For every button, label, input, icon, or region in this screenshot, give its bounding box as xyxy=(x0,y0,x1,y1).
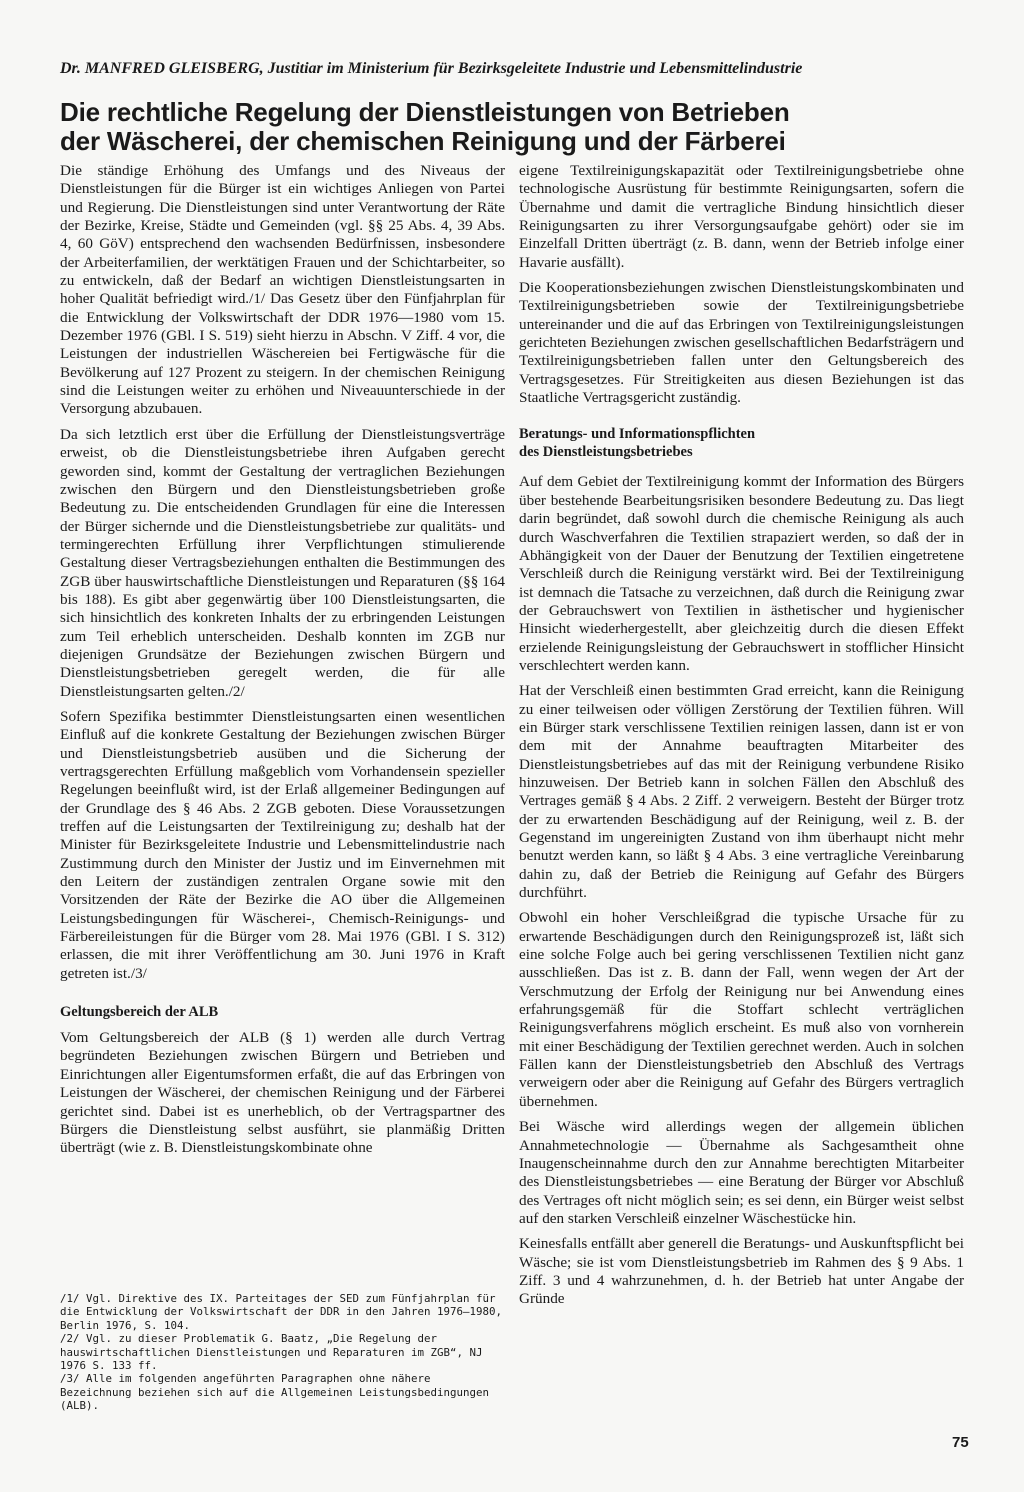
section-heading-line-1: Beratungs- und Informationspflichten xyxy=(519,426,756,443)
paragraph: Vom Geltungsbereich der ALB (§ 1) werden alle durch Vertrag begründeten Beziehungen zwischen Bürgern und Betrieben und Einrichtungen aller Eigentumsformen erfaßt, die auf das Erbringen von Leistungen der Wäscherei, der chemischen Reinigung und der Färberei gerichtet sind. Dabei ist es unerheblich, ob der Vertragspartner des Bürgers die Dienstleistung selbst ausführt, sie planmäßig Dritten überträgt (wie z. B. Dienstleistungskombinate ohne xyxy=(60,1029,505,1157)
author-line: Dr. MANFRED GLEISBERG, Justitiar im Ministerium für Bezirksgeleitete Industrie und Lebensmittelindustrie xyxy=(60,60,803,77)
paragraph: Auf dem Gebiet der Textilreinigung kommt der Information des Bürgers über bestehende Bearbeitungsrisiken besondere Bedeutung zu. Das liegt darin begründet, daß sowohl durch die chemische Reinigung als auch durch Waschverfahren die Textilien strapaziert werden, so daß der in Abhängigkeit von der Dauer der Benutzung der Textilien eingetretene Verschleiß durch die Reinigung verstärkt wird. Bei der Textilreinigung ist demnach die Tatsache zu verzeichnen, daß durch die Reinigung zwar der Gebrauchswert von Textilien in ästhetischer und hygienischer Hinsicht wiederhergestellt, aber gleichzeitig durch die diesen Effekt erzielende Reinigungsleistung der Gebrauchswert in stofflicher Hinsicht verschlechtert werden kann. xyxy=(519,473,964,674)
section-heading: Geltungsbereich der ALB xyxy=(60,1004,219,1021)
section-heading-line-2: des Dienstleistungsbetriebes xyxy=(519,444,693,461)
footnotes xyxy=(60,1292,505,1413)
footnote-2: /2/ Vgl. zu dieser Problematik G. Baatz, „Die Regelung der hauswirtschaftlichen Dienstleistungen und Reparaturen im ZGB“, NJ 1976 S. 133 ff. xyxy=(60,1332,483,1373)
article-title xyxy=(60,98,960,156)
left-column xyxy=(60,162,505,1165)
paragraph: eigene Textilreinigungskapazität oder Textilreinigungsbetriebe ohne technologische Ausrüstung für bestimmte Reinigungsarten, sofern die Übernahme und damit die vertragliche Bindung hinsichtlich dieser Reinigungsarten zu ihrer Versorgungsaufgabe gehört) oder sie im Einzelfall Dritten überträgt (z. B. dann, wenn der Betrieb infolge einer Havarie ausfällt). xyxy=(519,162,964,271)
footnote-1: /1/ Vgl. Direktive des IX. Parteitages der SED zum Fünfjahrplan für die Entwicklung der Volkswirtschaft der DDR in den Jahren 1976—1980, Berlin 1976, S. 104. xyxy=(60,1292,503,1332)
paragraph: Hat der Verschleiß einen bestimmten Grad erreicht, kann die Reinigung zu einer teilweisen oder völligen Zerstörung der Textilien führen. Will ein Bürger stark verschlissene Textilien reinigen lassen, dann ist er von dem mit der Annahme beauftragten Mitarbeiter des Dienstleistungsbetriebes auf das mit der Reinigung verbundene Risiko hinzuweisen. Der Betrieb kann in solchen Fällen den Abschluß des Vertrages gemäß § 4 Abs. 2 Ziff. 2 verweigern. Besteht der Bürger trotz der zu erwartenden Beschädigung auf der Reinigung, weil z. B. der Gegenstand im ungereinigten Zustand von ihm überhaupt nicht mehr benutzt werden kann, so läßt § 4 Abs. 3 eine vertragliche Vereinbarung dahin zu, daß der Betrieb die Reinigung auf Gefahr des Bürgers durchführt. xyxy=(519,682,964,902)
paragraph: Keinesfalls entfällt aber generell die Beratungs- und Auskunftspflicht bei Wäsche; sie ist vom Dienstleistungsbetrieb im Rahmen des § 9 Abs. 1 Ziff. 3 und 4 wahrzunehmen, d. h. der Betrieb hat unter Angabe der Gründe xyxy=(519,1235,964,1308)
paragraph: Die ständige Erhöhung des Umfangs und des Niveaus der Dienstleistungen für die Bürger ist ein wichtiges Anliegen von Partei und Regierung. Die Dienstleistungen sind unter Verantwortung der Räte der Bezirke, Kreise, Städte und Gemeinden (vgl. §§ 25 Abs. 4, 39 Abs. 4, 60 GöV) entsprechend den wachsenden Bedürfnissen, insbesondere der Arbeiterfamilien, der werktätigen Frauen und der Schichtarbeiter, so zu entwickeln, daß der Bedarf an wichtigen Dienstleistungsarten in hoher Qualität befriedigt wird./1/ Das Gesetz über den Fünfjahrplan für die Entwicklung der Volkswirtschaft der DDR 1976—1980 vom 15. Dezember 1976 (GBl. I S. 519) sieht hierzu in Abschn. V Ziff. 4 vor, die Leistungen der industriellen Wäschereien bei Fertigwäsche für die Bevölkerung auf 127 Prozent zu steigern. In der chemischen Reinigung sind die Leistungen weiter zu erhöhen und Niveauunterschiede in der Versorgung abzubauen. xyxy=(60,162,505,418)
title-line-1: Die rechtliche Regelung der Dienstleistungen von Betrieben xyxy=(60,97,790,127)
page-number: 75 xyxy=(952,1434,969,1451)
paragraph: Obwohl ein hoher Verschleißgrad die typische Ursache für zu erwartende Beschädigungen durch den Reinigungsprozeß ist, läßt sich eine solche Folge auch bei gering verschlissenen Textilien nicht ganz ausschließen. Das ist z. B. dann der Fall, wenn wegen der Art der Verschmutzung der Erfolg der Reinigung nur bei Anwendung eines erfahrungsgemäß für die Stoffart schlecht verträglichen Reinigungsverfahrens möglich erscheint. Es muß also von vornherein mit einer Beschädigung der Textilien gerechnet werden. Auch in solchen Fällen kann der Dienstleistungsbetrieb den Abschluß des Vertrags verweigern oder aber die Reinigung auf Gefahr des Bürgers vertraglich übernehmen. xyxy=(519,909,964,1110)
footnote-3: /3/ Alle im folgenden angeführten Paragraphen ohne nähere Bezeichnung beziehen sich auf die Allgemeinen Leistungsbedingungen (ALB). xyxy=(60,1372,490,1413)
section-heading xyxy=(519,425,964,461)
title-line-2: der Wäscherei, der chemischen Reinigung und der Färberei xyxy=(60,126,786,156)
right-column xyxy=(519,162,964,1316)
paragraph: Sofern Spezifika bestimmter Dienstleistungsarten einen wesentlichen Einfluß auf die konkrete Gestaltung der Beziehungen zwischen Bürger und Dienstleistungsbetrieb ausüben und die Sicherung der vertragsgerechten Erfüllung maßgeblich vom Vorhandensein spezieller Regelungen beeinflußt wird, ist der Erlaß allgemeiner Bedingungen auf der Grundlage des § 46 Abs. 2 ZGB geboten. Diese Voraussetzungen treffen auf die Leistungsarten der Textilreinigung zu; deshalb hat der Minister für Bezirksgeleitete Industrie und Lebensmittelindustrie nach Zustimmung durch den Minister der Justiz und im Einvernehmen mit den Leitern der zuständigen zentralen Organe sowie mit den Vorsitzenden der Räte der Bezirke die AO über die Allgemeinen Leistungsbedingungen für Wäscherei-, Chemisch-Reinigungs- und Färbereileistungen für die Bürger vom 28. Mai 1976 (GBl. I S. 312) erlassen, die mit ihrer Veröffentlichung am 30. Juni 1976 in Kraft getreten ist./3/ xyxy=(60,707,505,982)
paragraph: Bei Wäsche wird allerdings wegen der allgemein üblichen Annahmetechnologie — Übernahme als Sachgesamtheit ohne Inaugenscheinnahme durch den zur Annahme berechtigten Mitarbeiter des Dienstleistungsbetriebes — eine Beratung der Bürger vor Abschluß des Vertrages oft nicht möglich sein; es sei denn, ein Bürger weist selbst auf den starken Verschleiß einzelner Wäschestücke hin. xyxy=(519,1118,964,1227)
paragraph: Die Kooperationsbeziehungen zwischen Dienstleistungskombinaten und Textilreinigungsbetrieben sowie der Textilreinigungsbetriebe untereinander und die auf das Erbringen von Textilreinigungsleistungen gerichteten Beziehungen zwischen gesellschaftlichen Bedarfsträgern und Textilreinigungsbetrieben fallen unter den Geltungsbereich des Vertragsgesetzes. Für Streitigkeiten aus diesen Beziehungen ist das Staatliche Vertragsgericht zuständig. xyxy=(519,279,964,407)
paragraph: Da sich letztlich erst über die Erfüllung der Dienstleistungsverträge erweist, ob die Dienstleistungsbetriebe ihren Aufgaben gerecht geworden sind, kommt der Gestaltung der vertraglichen Beziehungen zwischen den Bürgern und den Dienstleistungsbetrieben große Bedeutung zu. Die entscheidenden Grundlagen für eine die Interessen der Bürger sichernde und die Dienstleistungsbetriebe zur qualitäts- und termingerechten Erfüllung ihrer Verpflichtungen stimulierende Gestaltung dieser Vertragsbeziehungen enthalten die Bestimmungen des ZGB über hauswirtschaftliche Dienstleistungen und Reparaturen (§§ 164 bis 188). Es gibt aber gegenwärtig über 100 Dienstleistungsarten, die sich hinsichtlich des konkreten Inhalts der zu erbringenden Leistungen zum Teil erheblich unterscheiden. Deshalb konnten im ZGB nur diejenigen Grundsätze der Beziehungen zwischen Bürgern und Dienstleistungsbetrieben geregelt werden, die für alle Dienstleistungsarten gelten./2/ xyxy=(60,425,505,700)
